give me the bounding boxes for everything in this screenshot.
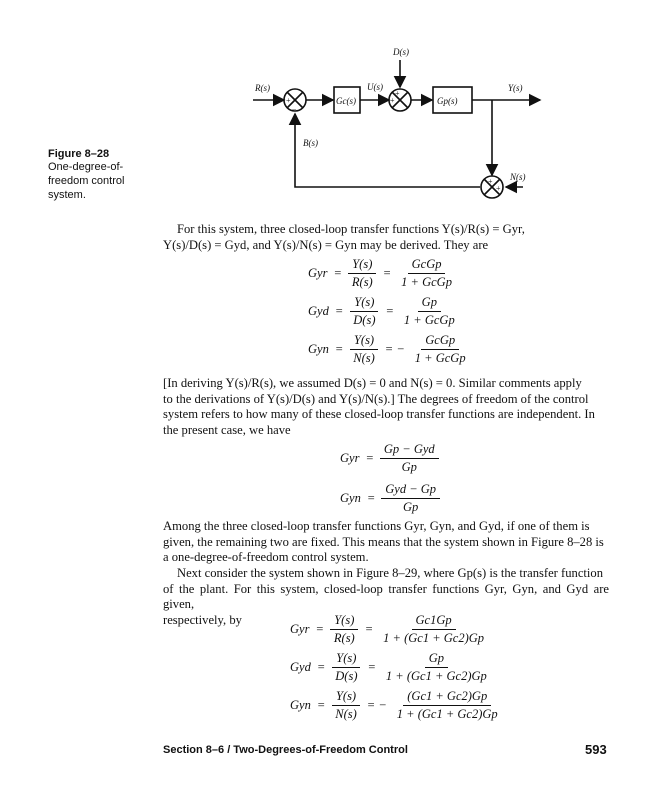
para1-line-1: For this system, three closed-loop transfer functions Y(s)/R(s) = Gyr, — [177, 222, 525, 236]
equation-gyd: Gyd = $\frac{Y(s)}{D(s)}$ = $\frac{Gp}{\text{1 + GcGp}}$ — [308, 294, 455, 327]
caption-line-3: system. — [48, 189, 86, 201]
para1-line-2: Y(s)/D(s) = Gyd, and Y(s)/N(s) = Gyn may be derived. They are — [163, 237, 489, 252]
figure-caption — [48, 148, 124, 202]
equation-gyr: Gyr = $\frac{Y(s)}{R(s)}$ = $\frac{\text{GcGp}}{\text{1 + GcGp}}$ — [308, 256, 452, 289]
svg-text:+: + — [286, 96, 291, 105]
equation-gyn-2dof: Gyn = $\frac{Y(s)}{N(s)}$ = − $\frac{(Gc1 + Gc2)Gp}{1 + (Gc1 + Gc2)Gp}$ — [290, 688, 498, 721]
section-footer: Section 8–6 / Two-Degrees-of-Freedom Control — [163, 744, 408, 756]
para2-line-1: [In deriving Y(s)/R(s), we assumed D(s) = 0 and N(s) = 0. Similar comments apply — [163, 376, 582, 390]
para2-line-4: the present case, we have — [163, 422, 291, 437]
label-gp: Gp(s) — [437, 96, 458, 106]
para2-line-3: system refers to how many of these closed-loop transfer functions are independent. In — [163, 407, 595, 422]
paragraph-3 — [163, 519, 609, 566]
caption-line-2: freedom control — [48, 175, 125, 187]
para4-line-1: Next consider the system shown in Figure 8–29, where Gp(s) is the transfer function — [177, 566, 603, 580]
page-number: 593 — [585, 742, 607, 757]
equation-gyd-2dof: Gyd = $\frac{Y(s)}{D(s)}$ = $\frac{Gp}{1 + (Gc1 + Gc2)Gp}$ — [290, 650, 487, 683]
para4-line-2: of the plant. For this system, closed-loop transfer functions Gyr, Gyn, and Gyd are given, — [163, 581, 609, 612]
label-gc: Gc(s) — [336, 96, 356, 106]
paragraph-2 — [163, 376, 609, 438]
label-d: D(s) — [393, 47, 409, 57]
para4-line-3: respectively, by — [163, 612, 242, 627]
equation-set-3 — [290, 612, 502, 722]
line-feedback — [295, 114, 480, 187]
equation-set-1 — [308, 256, 470, 366]
para3-line-1: Among the three closed-loop transfer functions Gyr, Gyn, and Gyd, if one of them is — [163, 519, 590, 533]
svg-text:+: + — [488, 177, 493, 186]
equation-gyn-relation: Gyn = $\frac{\text{Gyd − Gp}}{Gp}$ — [340, 480, 440, 516]
label-y: Y(s) — [508, 83, 523, 93]
equation-gyr-2dof: Gyr = $\frac{Y(s)}{R(s)}$ = $\frac{Gc1Gp}{1 + (Gc1 + Gc2)Gp}$ — [290, 612, 485, 645]
caption-line-1: One-degree-of- — [48, 161, 124, 173]
label-r: R(s) — [255, 83, 270, 93]
svg-text:+: + — [390, 96, 395, 105]
equation-gyn: Gyn = $\frac{Y(s)}{N(s)}$ = − $\frac{\text{GcGp}}{\text{1 + GcGp}}$ — [308, 332, 466, 365]
svg-text:−: − — [292, 105, 297, 114]
equation-gyr-relation: Gyr = $\frac{\text{Gp − Gyd}}{Gp}$ — [340, 440, 440, 476]
para2-line-2: to the derivations of Y(s)/D(s) and Y(s)/N(s).] The degrees of freedom of the control — [163, 391, 589, 406]
para3-line-2: given, the remaining two are fixed. This means that the system shown in Figure 8–28 is — [163, 534, 604, 549]
label-b: B(s) — [303, 138, 318, 148]
svg-text:+: + — [395, 89, 400, 98]
equation-set-2 — [340, 440, 440, 516]
figure-label: Figure 8–28 — [48, 148, 110, 160]
para3-line-3: a one-degree-of-freedom control system. — [163, 550, 369, 565]
label-u: U(s) — [367, 82, 383, 92]
svg-text:+: + — [496, 184, 501, 193]
paragraph-1 — [163, 222, 609, 253]
label-n: N(s) — [510, 172, 526, 182]
